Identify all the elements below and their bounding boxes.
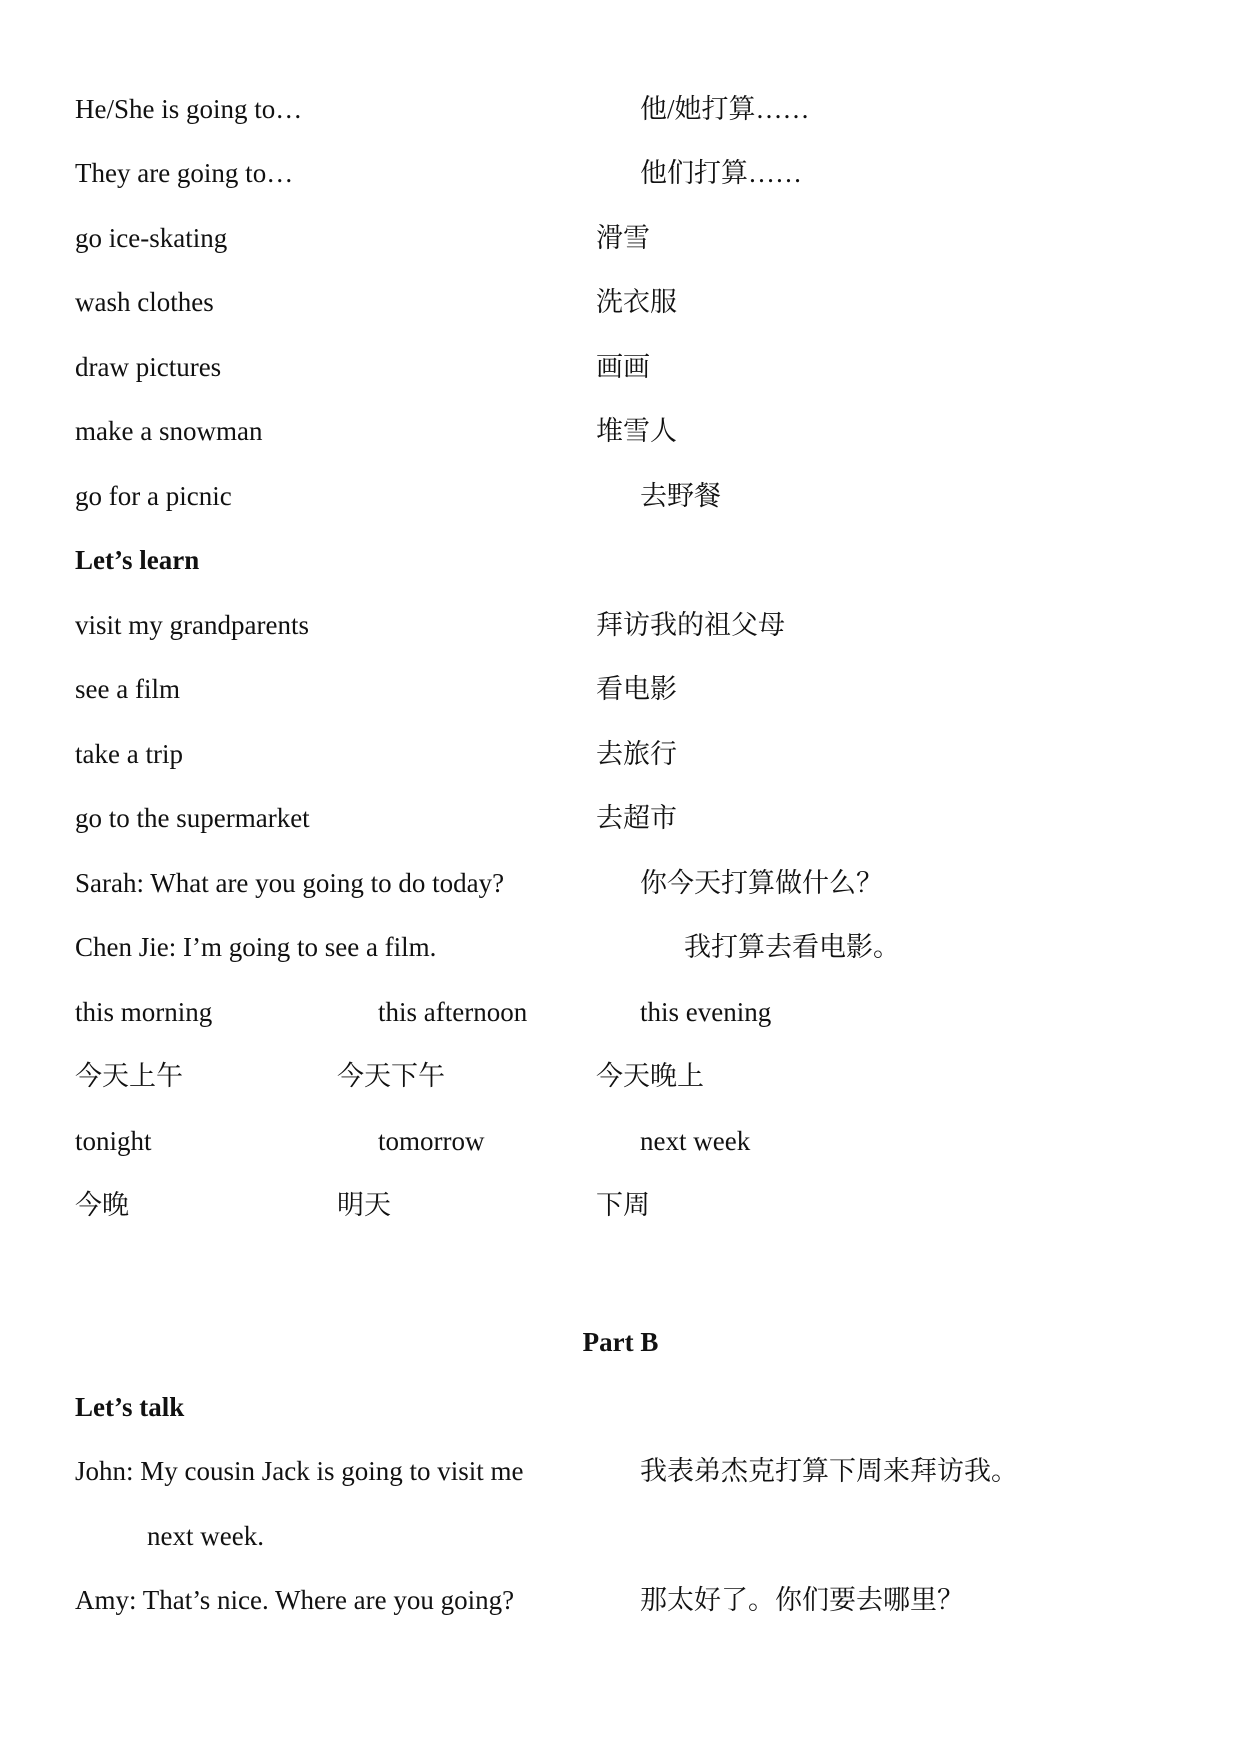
time-en: this morning	[75, 997, 213, 1027]
time-en: tonight	[75, 1126, 152, 1156]
vocab-zh: 洗衣服	[596, 287, 677, 317]
time-zh: 今晚	[75, 1190, 129, 1220]
section-heading-lets-talk: Let’s talk	[75, 1392, 185, 1422]
vocab-en: make a snowman	[75, 416, 263, 446]
vocab-en: They are going to…	[75, 158, 294, 188]
vocab-zh: 去旅行	[596, 739, 677, 769]
time-zh: 明天	[337, 1190, 391, 1220]
vocab-en: see a film	[75, 674, 180, 704]
vocab-en: draw pictures	[75, 352, 222, 382]
time-en: tomorrow	[378, 1126, 485, 1156]
vocab-zh: 他们打算……	[640, 158, 802, 188]
vocab-zh: 滑雪	[596, 223, 650, 253]
vocab-zh: 他/她打算……	[640, 94, 810, 124]
dialogue-zh: 那太好了。你们要去哪里？	[640, 1585, 964, 1615]
dialogue-zh: 我打算去看电影。	[684, 932, 900, 962]
dialogue-en: Amy: That’s nice. Where are you going?	[75, 1585, 515, 1615]
time-en: this evening	[640, 997, 772, 1027]
dialogue-zh: 你今天打算做什么？	[640, 868, 883, 898]
vocab-en: go to the supermarket	[75, 803, 310, 833]
dialogue-zh: 我表弟杰克打算下周来拜访我。	[640, 1456, 1018, 1486]
part-title: Part B	[582, 1327, 659, 1357]
time-zh: 下周	[596, 1190, 650, 1220]
vocab-zh: 看电影	[596, 674, 677, 704]
vocab-en: wash clothes	[75, 287, 214, 317]
vocab-en: He/She is going to…	[75, 94, 303, 124]
dialogue-en: Sarah: What are you going to do today?	[75, 868, 505, 898]
vocab-en: go ice-skating	[75, 223, 228, 253]
vocab-zh: 拜访我的祖父母	[596, 610, 785, 640]
vocab-en: visit my grandparents	[75, 610, 309, 640]
dialogue-en: Chen Jie: I’m going to see a film.	[75, 932, 437, 962]
vocab-en: go for a picnic	[75, 481, 232, 511]
time-en: this afternoon	[378, 997, 528, 1027]
vocab-en: take a trip	[75, 739, 183, 769]
time-zh: 今天晚上	[596, 1061, 704, 1091]
time-en: next week	[640, 1126, 751, 1156]
time-zh: 今天下午	[337, 1061, 445, 1091]
dialogue-en-continued: next week.	[147, 1521, 264, 1551]
vocab-zh: 去超市	[596, 803, 677, 833]
vocab-zh: 堆雪人	[596, 416, 677, 446]
vocab-zh: 画画	[596, 352, 650, 382]
dialogue-en: John: My cousin Jack is going to visit me	[75, 1456, 524, 1486]
vocab-zh: 去野餐	[640, 481, 721, 511]
time-zh: 今天上午	[75, 1061, 183, 1091]
section-heading-lets-learn: Let’s learn	[75, 545, 200, 575]
